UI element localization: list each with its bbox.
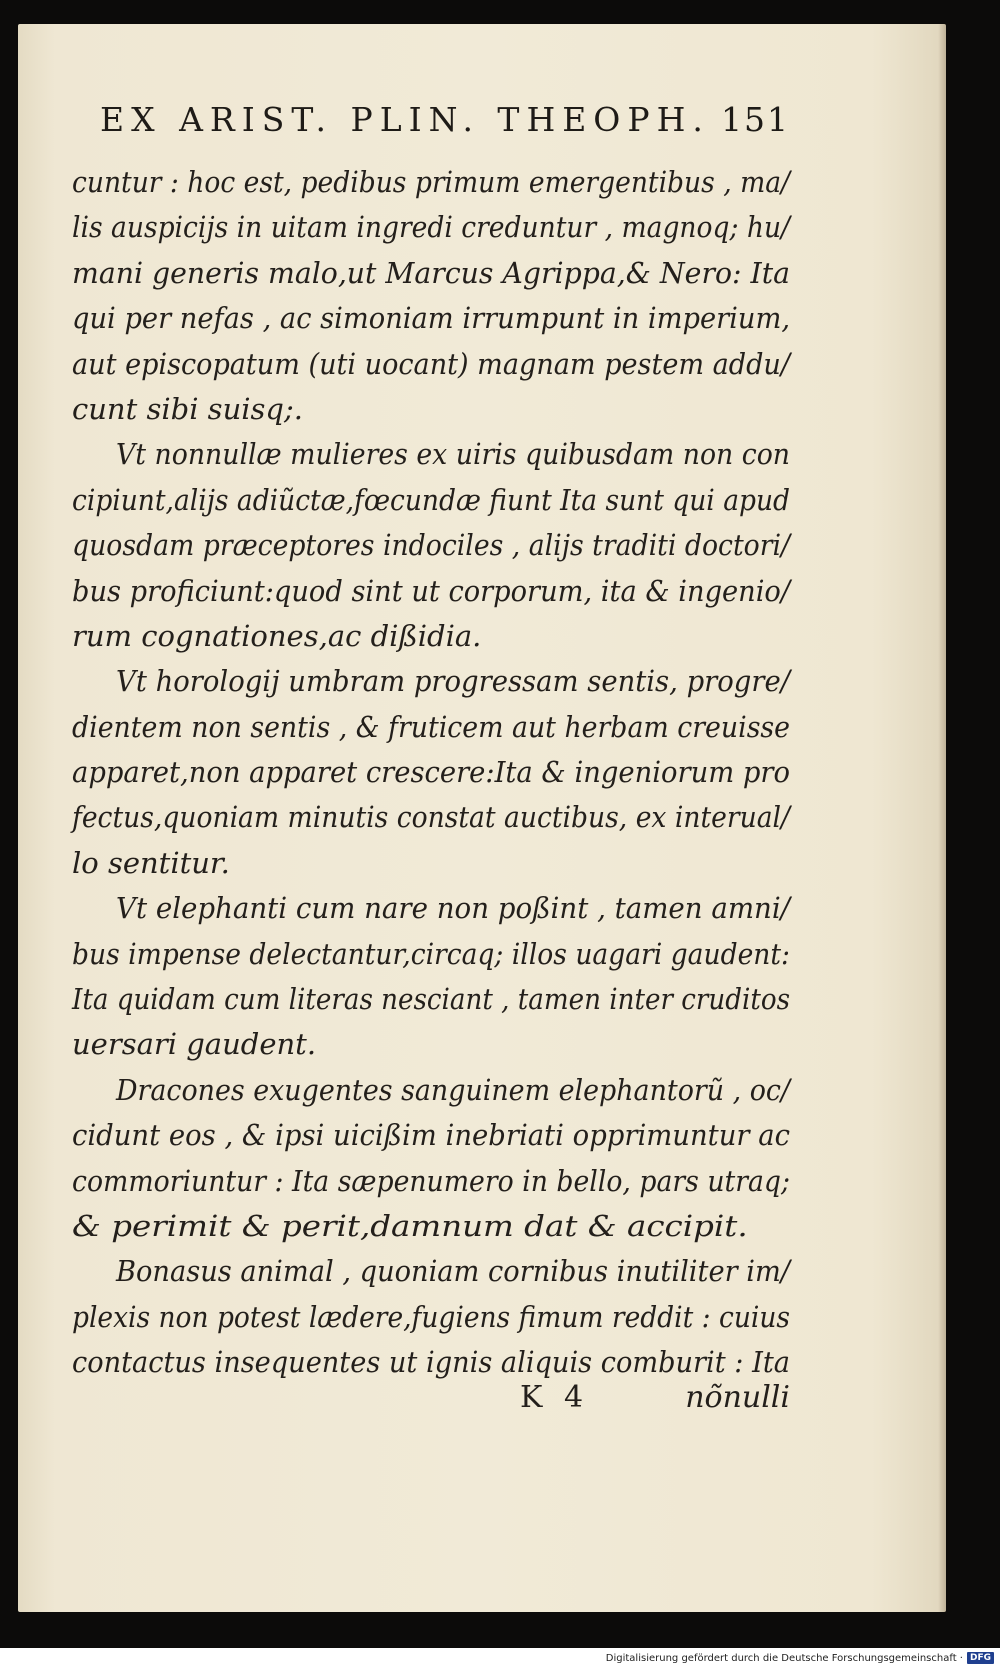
text-line: aut episcopatum (uti uocant) magnam pestem addu/ [72, 346, 790, 381]
text-line: uersari gaudent. [72, 1027, 317, 1062]
text-line: cunt sibi suisq;. [72, 391, 303, 426]
credit-text: Digitalisierung gefördert durch die Deutsche Forschungsgemeinschaft · [605, 1652, 963, 1664]
running-head-title: EX ARIST. PLIN. THEOPH. [100, 100, 710, 139]
text-line: rum cognationes,ac dißidia. [72, 618, 482, 653]
text-line: Bonasus animal , quoniam cornibus inutiliter im/ [116, 1254, 790, 1289]
text-line: quosdam præceptores indociles , alijs traditi doctori/ [72, 528, 790, 563]
folio-number: 151 [721, 100, 790, 139]
text-line: bus impense delectantur,circaq; illos uagari gaudent: [72, 936, 790, 971]
text-line: commoriuntur : Ita sæpenumero in bello, pars utraq; [72, 1163, 790, 1198]
text-line: plexis non potest lædere,fugiens fimum reddit : cuius [72, 1299, 790, 1334]
text-line: Vt elephanti cum nare non poßint , tamen amni/ [116, 891, 790, 926]
text-line: Vt horologij umbram progressam sentis, progre/ [116, 664, 790, 699]
body-text [72, 160, 792, 1386]
text-line: & perimit & perit,damnum dat & accipit. [72, 1208, 748, 1243]
text-line: Vt nonnullæ mulieres ex uiris quibusdam non con [116, 437, 790, 472]
text-line: cuntur : hoc est, pedibus primum emergentibus , ma/ [72, 165, 790, 199]
signature-mark: K 4 [520, 1380, 590, 1415]
text-line: cidunt eos , & ipsi uicißim inebriati opprimuntur ac [72, 1118, 790, 1153]
text-line: qui per nefas , ac simoniam irrumpunt in imperium, [72, 301, 790, 336]
running-head [100, 84, 790, 144]
text-line: dientem non sentis , & fruticem aut herbam creuisse [72, 709, 790, 744]
text-line: apparet,non apparet crescere:Ita & ingeniorum pro [72, 755, 790, 790]
dfg-logo: DFG [967, 1652, 994, 1664]
text-line: Ita quidam cum literas nesciant , tamen inter cruditos [72, 982, 790, 1017]
text-line: bus proficiunt:quod sint ut corporum, ita & ingenio/ [72, 573, 790, 608]
digitization-credit [606, 1651, 994, 1665]
page-edge-shadow [938, 24, 946, 1612]
text-line: cipiunt,alijs adiũctæ,fœcundæ fiunt Ita sunt qui apud [72, 482, 790, 517]
text-line: contactus insequentes ut ignis aliquis comburit : Ita [72, 1345, 790, 1380]
catchword: nõnulli [685, 1380, 790, 1415]
text-line: mani generis malo,ut Marcus Agrippa,& Nero: Ita [72, 255, 790, 290]
text-line: fectus,quoniam minutis constat auctibus, ex interual/ [72, 800, 790, 835]
text-line: Dracones exugentes sanguinem elephantorũ , oc/ [116, 1072, 790, 1107]
text-line: lis auspicijs in uitam ingredi creduntur , magnoq; hu/ [72, 210, 790, 245]
signature-line [520, 1372, 790, 1420]
text-line: lo sentitur. [72, 845, 230, 880]
